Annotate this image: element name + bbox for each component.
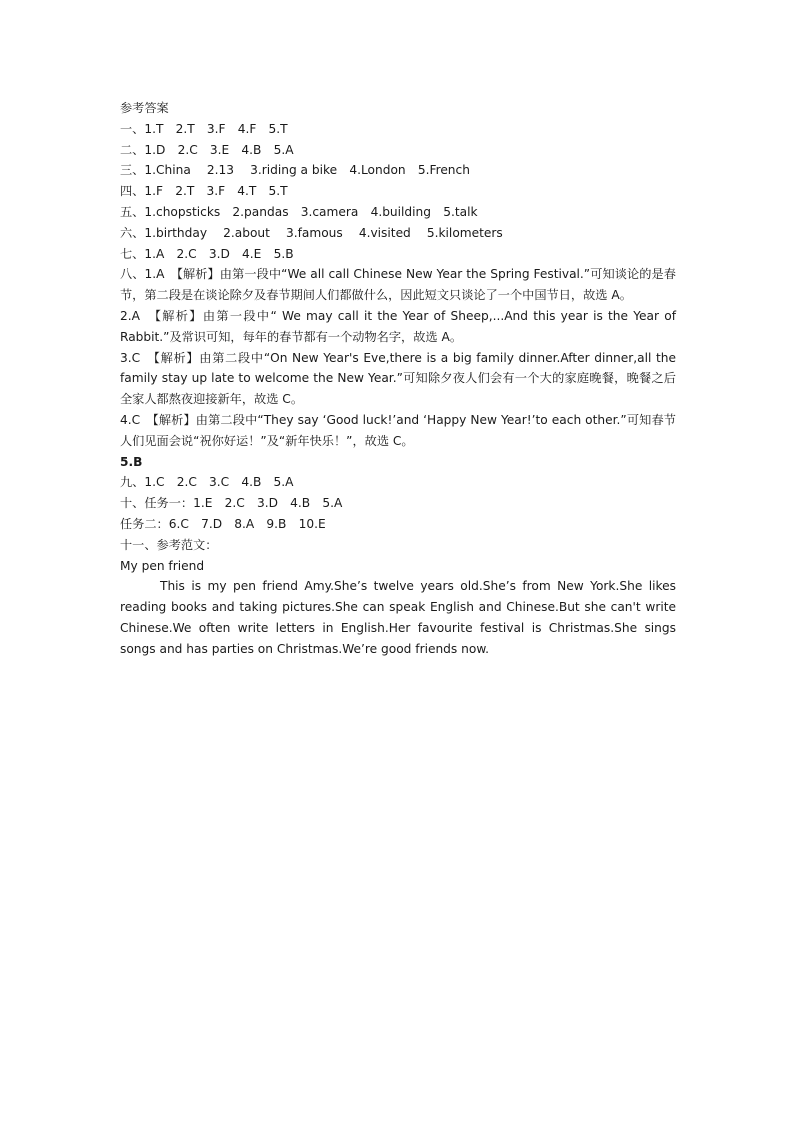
analysis-item-3: 3.C 【解析】由第二段中“On New Year's Eve,there is a big family dinner.After dinner,all the family stay up late to welcome the New Year.”可知除夕夜人们会有一个大的家庭晚餐，晚餐之后全家人都熬夜迎接新年，故选 C。 <box>120 350 676 407</box>
analysis-item-4: 4.C 【解析】由第二段中“They say ‘Good luck!’and ‘Happy New Year!’to each other.”可知春节人们见面会说“祝你好运！”及“新年快乐！”，故选 C。 <box>120 412 676 448</box>
answer-line-4: 四、1.F 2.T 3.F 4.T 5.T <box>120 184 288 199</box>
analysis-item-5: 5.B <box>120 454 143 469</box>
answer-line-10-task2: 任务二：6.C 7.D 8.A 9.B 10.E <box>120 516 326 531</box>
page-title: 参考答案 <box>120 101 169 115</box>
answer-line-2: 二、1.D 2.C 3.E 4.B 5.A <box>120 142 294 157</box>
answer-key-page <box>120 98 676 660</box>
answer-line-6: 六、1.birthday 2.about 3.famous 4.visited 5.kilometers <box>120 225 503 240</box>
answer-line-3: 三、1.China 2.13 3.riding a bike 4.London 5.French <box>120 163 470 178</box>
analysis-item-1: 八、1.A 【解析】由第一段中“We all call Chinese New Year the Spring Festival.”可知谈论的是春节，第二段是在谈论除夕及春节期间人们都做什么，因此短文只谈论了一个中国节日，故选 A。 <box>120 267 676 303</box>
answer-line-11: 十一、参考范文： <box>120 537 218 552</box>
essay-title: My pen friend <box>120 558 205 573</box>
answer-line-10: 十、任务一：1.E 2.C 3.D 4.B 5.A <box>120 496 343 511</box>
essay-body: This is my pen friend Amy.She’s twelve years old.She’s from New York.She likes reading books and taking pictures.She can speak English and Chinese.But she can't write Chinese.We often write letters in English.Her favourite festival is Christmas.She sings songs and has parties on Christmas.We’re good friends now. <box>120 579 676 656</box>
answer-line-7: 七、1.A 2.C 3.D 4.E 5.B <box>120 246 294 261</box>
answer-line-9: 九、1.C 2.C 3.C 4.B 5.A <box>120 475 294 490</box>
answer-line-5: 五、1.chopsticks 2.pandas 3.camera 4.building 5.talk <box>120 204 478 219</box>
answer-line-1: 一、1.T 2.T 3.F 4.F 5.T <box>120 121 288 136</box>
analysis-item-2: 2.A 【解析】由第一段中“ We may call it the Year of Sheep,...And this year is the Year of Rabbit.”及常识可知，每年的春节都有一个动物名字，故选 A。 <box>120 308 676 344</box>
